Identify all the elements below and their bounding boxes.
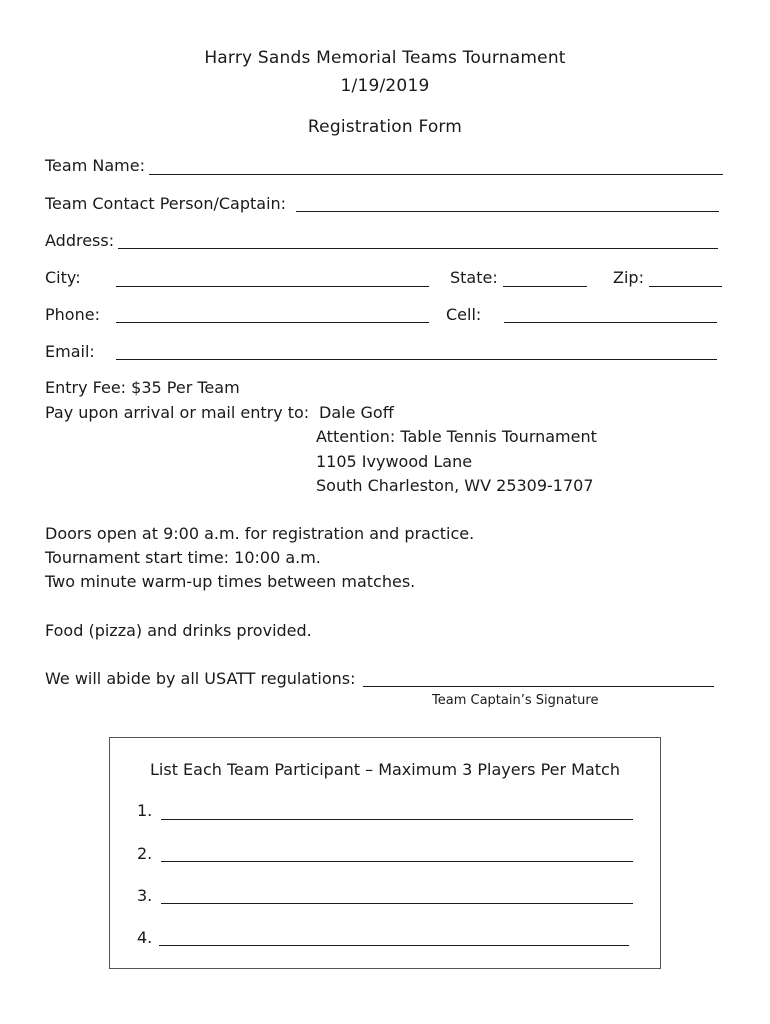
participant-number: 3. xyxy=(137,886,153,905)
cell-field[interactable] xyxy=(504,322,717,323)
mail-city: South Charleston, WV 25309-1707 xyxy=(316,476,594,495)
participant-4-field[interactable] xyxy=(159,945,629,946)
start-time-info: Tournament start time: 10:00 a.m. xyxy=(45,548,321,567)
mail-street: 1105 Ivywood Lane xyxy=(316,452,473,471)
participant-number: 2. xyxy=(137,844,153,863)
team-name-field[interactable] xyxy=(149,174,723,175)
participant-2-field[interactable] xyxy=(161,861,633,862)
participants-box xyxy=(109,737,661,969)
tournament-date: 1/19/2019 xyxy=(340,76,430,96)
pay-instructions: Pay upon arrival or mail entry to: xyxy=(45,403,310,422)
tournament-title: Harry Sands Memorial Teams Tournament xyxy=(204,48,566,68)
participant-number: 4. xyxy=(137,928,153,947)
participants-heading: List Each Team Participant – Maximum 3 Players Per Match xyxy=(150,760,620,779)
warmup-info: Two minute warm-up times between matches. xyxy=(45,572,416,591)
address-field[interactable] xyxy=(118,248,718,249)
signature-caption: Team Captain’s Signature xyxy=(432,693,599,708)
cell-label: Cell: xyxy=(446,305,482,324)
participant-1-field[interactable] xyxy=(161,819,633,820)
email-field[interactable] xyxy=(116,359,717,360)
email-label: Email: xyxy=(45,342,95,361)
mail-recipient: Dale Goff xyxy=(319,403,394,422)
captain-signature-field[interactable] xyxy=(363,686,714,687)
mail-attention: Attention: Table Tennis Tournament xyxy=(316,427,597,446)
contact-person-label: Team Contact Person/Captain: xyxy=(45,194,287,213)
zip-field[interactable] xyxy=(649,286,722,287)
usatt-statement: We will abide by all USATT regulations: xyxy=(45,669,356,688)
phone-label: Phone: xyxy=(45,305,100,324)
contact-person-field[interactable] xyxy=(296,211,719,212)
state-field[interactable] xyxy=(503,286,587,287)
phone-field[interactable] xyxy=(116,322,429,323)
address-label: Address: xyxy=(45,231,115,250)
city-label: City: xyxy=(45,268,81,287)
participant-number: 1. xyxy=(137,801,153,820)
doors-open-info: Doors open at 9:00 a.m. for registration and practice. xyxy=(45,524,475,543)
zip-label: Zip: xyxy=(613,268,644,287)
team-name-label: Team Name: xyxy=(45,156,145,175)
entry-fee: Entry Fee: $35 Per Team xyxy=(45,378,240,397)
city-field[interactable] xyxy=(116,286,429,287)
form-title: Registration Form xyxy=(307,117,463,137)
state-label: State: xyxy=(450,268,498,287)
food-info: Food (pizza) and drinks provided. xyxy=(45,621,312,640)
participant-3-field[interactable] xyxy=(161,903,633,904)
